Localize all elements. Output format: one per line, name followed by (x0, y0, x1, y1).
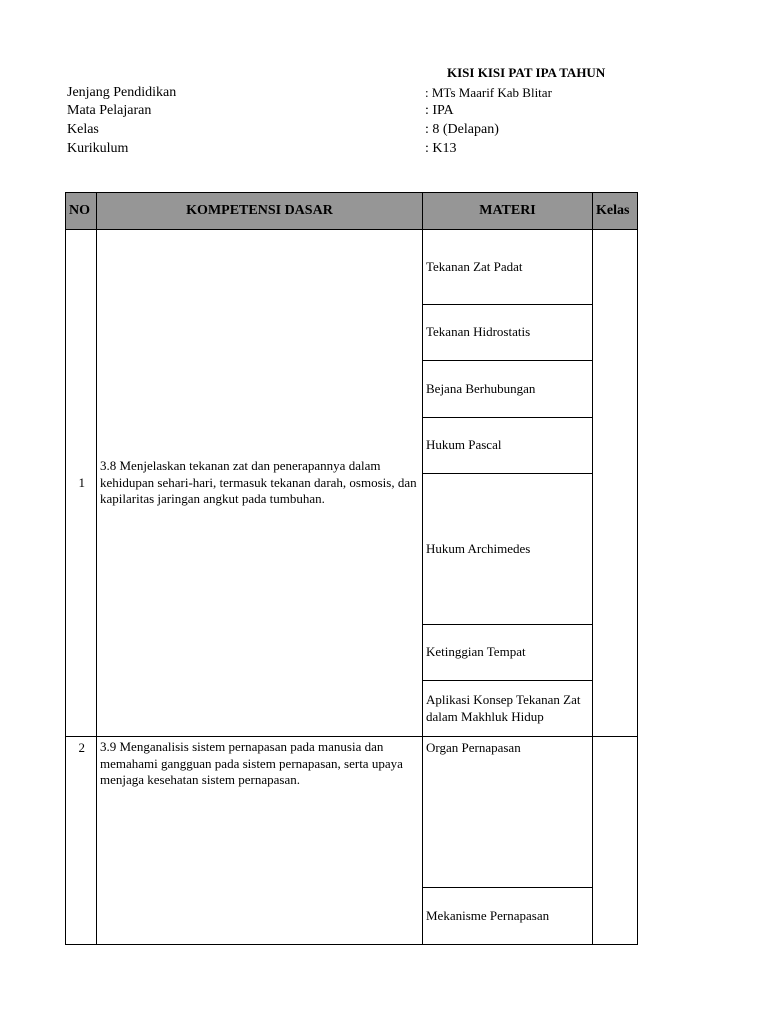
meta-label-jenjang: Jenjang Pendidikan (67, 85, 177, 100)
header-no: NO (66, 193, 97, 230)
materi-cell: Bejana Berhubungan (423, 361, 593, 418)
materi-cell: Mekanisme Pernapasan (423, 888, 593, 945)
materi-cell: Hukum Archimedes (423, 474, 593, 625)
meta-value-mapel: : IPA (425, 103, 454, 118)
header-kompetensi-dasar: KOMPETENSI DASAR (97, 193, 423, 230)
row-kelas (593, 737, 638, 945)
meta-label-kurikulum: Kurikulum (67, 141, 129, 156)
materi-cell: Aplikasi Konsep Tekanan Zat dalam Makhluk Hidup (423, 681, 593, 737)
row-kelas (593, 230, 638, 737)
table-row (66, 737, 638, 888)
header-materi: MATERI (423, 193, 593, 230)
header-kelas: Kelas (593, 193, 638, 230)
row-kompetensi-dasar: 3.9 Menganalisis sistem pernapasan pada manusia dan memahami gangguan pada sistem pernapasan, serta upaya menjaga kesehatan sistem pernapasan. (97, 737, 423, 945)
materi-cell: Hukum Pascal (423, 418, 593, 474)
row-no: 1 (66, 230, 97, 737)
table-header-row (66, 193, 638, 230)
meta-value-jenjang: : MTs Maarif Kab Blitar (425, 85, 552, 100)
meta-label-mapel: Mata Pelajaran (67, 103, 152, 118)
row-no: 2 (66, 737, 97, 945)
kisi-kisi-table (65, 192, 638, 945)
meta-value-kurikulum: : K13 (425, 141, 457, 156)
document-title: KISI KISI PAT IPA TAHUN (447, 65, 606, 80)
materi-cell: Ketinggian Tempat (423, 625, 593, 681)
meta-label-kelas: Kelas (67, 122, 99, 137)
table-row (66, 230, 638, 305)
meta-value-kelas: : 8 (Delapan) (425, 122, 499, 137)
materi-cell: Tekanan Hidrostatis (423, 305, 593, 361)
materi-cell: Organ Pernapasan (423, 737, 593, 888)
row-kompetensi-dasar: 3.8 Menjelaskan tekanan zat dan penerapannya dalam kehidupan sehari-hari, termasuk tekanan darah, osmosis, dan kapilaritas jaringan angkut pada tumbuhan. (97, 230, 423, 737)
materi-cell: Tekanan Zat Padat (423, 230, 593, 305)
